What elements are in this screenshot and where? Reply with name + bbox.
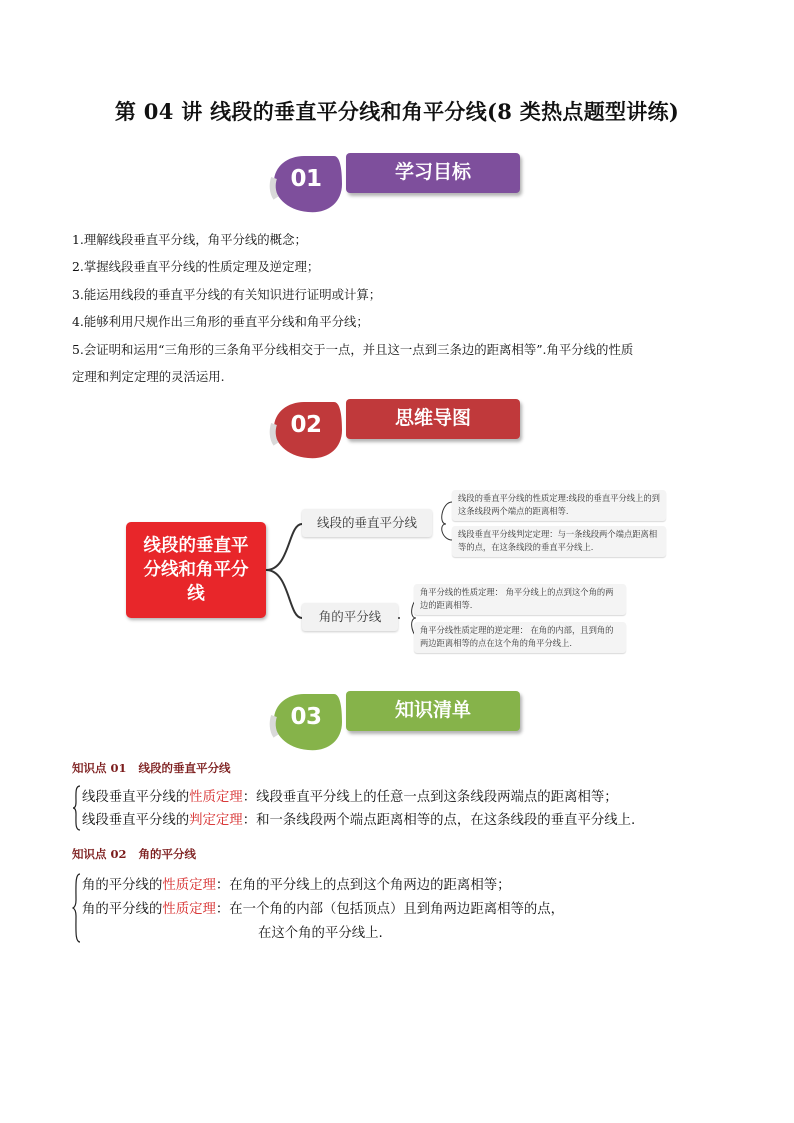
knowledge-line: 角的平分线的性质定理：在角的平分线上的点到这个角两边的距离相等； — [82, 878, 511, 893]
goal-item: 4.能够利用尺规作出三角形的垂直平分线和角平分线； — [72, 314, 369, 330]
mindmap-branch: 角的平分线 — [302, 603, 398, 631]
section-title: 思维导图 — [346, 399, 520, 439]
mindmap-branch: 线段的垂直平分线 — [302, 509, 432, 537]
knowledge-point-name: 线段的垂直平分线 — [138, 761, 231, 775]
section-title: 学习目标 — [346, 153, 520, 193]
mindmap-leaf: 角平分线性质定理的逆定理： 在角的内部，且到角的两边距离相等的点在这个角的角平分线上. — [414, 622, 626, 653]
goal-item: 2.掌握线段垂直平分线的性质定理及逆定理； — [72, 259, 320, 275]
goal-item: 1.理解线段垂直平分线，角平分线的概念； — [72, 232, 307, 247]
page-title: 第 04 讲 线段的垂直平分线和角平分线(8 类热点题型讲练) — [114, 99, 680, 124]
knowledge-line: 角的平分线的性质定理：在一个角的内部（包括顶点）且到角两边距离相等的点， — [82, 902, 565, 917]
section-header-knowledge — [270, 690, 530, 752]
knowledge-line: 在这个角的平分线上. — [258, 926, 383, 941]
brace-icon — [72, 784, 82, 832]
knowledge-line: 线段垂直平分线的判定定理：和一条线段两个端点距离相等的点，在这条线段的垂直平分线上. — [82, 813, 636, 828]
mindmap-root: 线段的垂直平分线和角平分线 — [126, 522, 266, 618]
knowledge-point-label: 知识点 02 — [72, 847, 127, 861]
mindmap-leaf: 角平分线的性质定理： 角平分线上的点到这个角的两边的距离相等. — [414, 584, 626, 615]
goal-item: 3.能运用线段的垂直平分线的有关知识进行证明或计算； — [72, 286, 382, 302]
mindmap-leaf: 线段垂直平分线判定定理：与一条线段两个端点距离相等的点，在这条线段的垂直平分线上. — [452, 526, 666, 557]
learning-goals-list — [72, 226, 732, 390]
goal-item: 5.会证明和运用“三角形的三条角平分线相交于一点，并且这一点到三条边的距离相等”.角平分线的性质 — [72, 341, 634, 357]
section-number: 02 — [290, 412, 322, 438]
section-number: 01 — [290, 166, 322, 192]
goal-item: 定理和判定定理的灵活运用. — [72, 369, 225, 385]
knowledge-point-heading — [72, 760, 231, 776]
mindmap-leaf: 线段的垂直平分线的性质定理:线段的垂直平分线上的到这条线段两个端点的距离相等. — [452, 490, 666, 521]
section-header-goals — [270, 152, 530, 214]
knowledge-point-label: 知识点 01 — [72, 761, 127, 775]
section-number: 03 — [290, 704, 322, 730]
knowledge-point-name: 角的平分线 — [138, 847, 197, 861]
brace-icon — [72, 872, 82, 944]
knowledge-point-heading — [72, 846, 196, 862]
knowledge-line: 线段垂直平分线的性质定理：线段垂直平分线上的任意一点到这条线段两端点的距离相等； — [82, 790, 618, 805]
section-title: 知识清单 — [346, 691, 520, 731]
section-header-mindmap — [270, 398, 530, 460]
